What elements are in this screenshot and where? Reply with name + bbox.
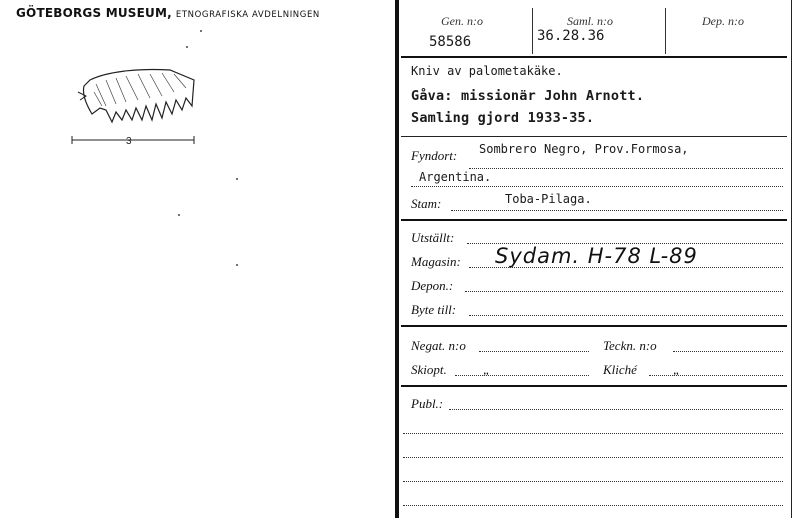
fyndort-country: Argentina. xyxy=(419,170,492,184)
header-rule xyxy=(401,56,787,58)
dep-no-label: Dep. n:o xyxy=(702,14,744,28)
fyndort-dotted-line xyxy=(469,168,783,169)
section-rule xyxy=(401,219,787,221)
byte-label: Byte till: xyxy=(411,302,457,317)
teckn-dotted-line xyxy=(673,351,783,352)
magasin-dotted-line xyxy=(469,267,783,268)
skiopt-dotted-line xyxy=(455,375,589,376)
knife-outline xyxy=(83,69,194,122)
gen-no-label: Gen. n:o xyxy=(441,14,483,28)
fyndort-label: Fyndort: xyxy=(411,148,458,163)
skiopt-ditto: „ xyxy=(483,362,491,377)
publ-dotted-line xyxy=(403,433,783,434)
publ-dotted-line xyxy=(403,481,783,482)
utstallt-label: Utställt: xyxy=(411,230,455,245)
department-name: ETNOGRAFISKA AVDELNINGEN xyxy=(175,10,320,20)
skiopt-label: Skiopt. xyxy=(411,362,447,377)
publ-dotted-line xyxy=(449,409,783,410)
collection-period: Samling gjord 1933-35. xyxy=(411,110,595,126)
depon-dotted-line xyxy=(465,291,783,292)
knife-sketch xyxy=(66,58,206,158)
saml-no-label: Saml. n:o xyxy=(567,14,613,28)
card-header xyxy=(16,6,320,20)
object-description: Kniv av palometakäke. xyxy=(411,64,563,78)
gen-no-value: 58586 xyxy=(429,34,472,50)
section-rule xyxy=(401,325,787,327)
stam-label: Stam: xyxy=(411,196,442,211)
cliche-label: Kliché xyxy=(603,362,637,377)
cliche-dotted-line xyxy=(649,375,783,376)
knife-hatching xyxy=(94,73,186,106)
magasin-label: Magasin: xyxy=(411,254,461,269)
saml-no-cell xyxy=(533,8,665,54)
negat-dotted-line xyxy=(479,351,589,352)
saml-no-value: 36.28.36 xyxy=(537,28,605,44)
teckn-label: Teckn. n:o xyxy=(603,338,657,353)
dep-no-cell xyxy=(666,8,786,54)
negat-label: Negat. n:o xyxy=(411,338,466,353)
gen-no-cell xyxy=(401,8,531,54)
magasin-value: Sydam. H-78 L-89 xyxy=(495,244,698,268)
scale-label: 3 xyxy=(126,136,132,147)
byte-dotted-line xyxy=(469,315,783,316)
catalog-card xyxy=(399,0,792,518)
publ-label: Publ.: xyxy=(411,396,444,411)
publ-dotted-line xyxy=(403,457,783,458)
stam-dotted-line xyxy=(451,210,783,211)
fyndort-dotted-line-2 xyxy=(411,186,783,187)
cliche-ditto: „ xyxy=(673,362,681,377)
museum-name: GÖTEBORGS MUSEUM, xyxy=(16,6,172,20)
fyndort-value: Sombrero Negro, Prov.Formosa, xyxy=(479,142,689,156)
depon-label: Depon.: xyxy=(411,278,454,293)
stam-value: Toba-Pilaga. xyxy=(505,192,592,206)
publ-dotted-line xyxy=(403,505,783,506)
donor-line: Gåva: missionär John Arnott. xyxy=(411,88,645,104)
section-rule xyxy=(401,385,787,387)
section-rule xyxy=(401,136,787,137)
